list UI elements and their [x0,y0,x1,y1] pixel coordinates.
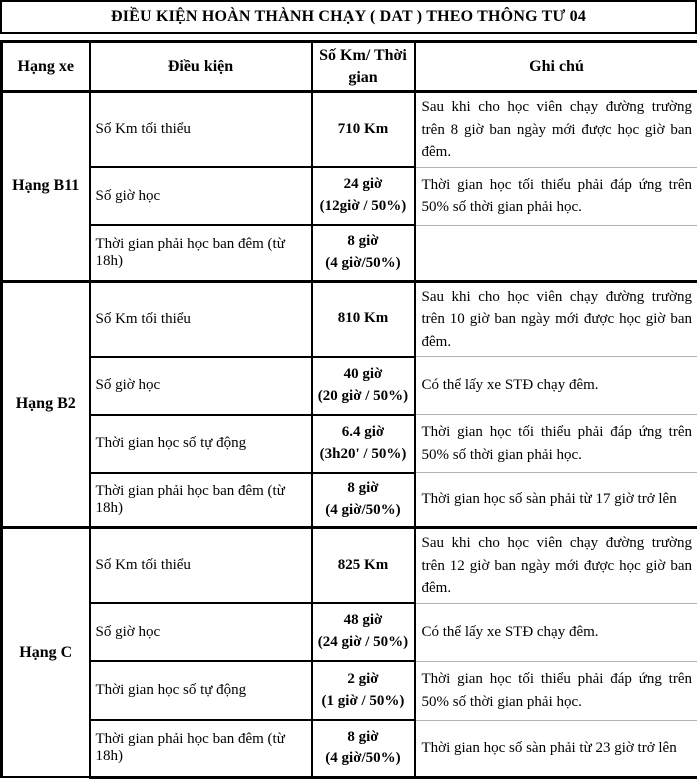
table-row [2,167,697,225]
value-main: 48 giờ [315,610,412,632]
km-time-cell [312,92,415,168]
column-header-condition: Điều kiện [90,42,312,92]
value-sub: (3h20' / 50%) [315,444,412,466]
value-sub: (12giờ / 50%) [315,196,412,218]
table-row [2,661,697,720]
note-cell: Sau khi cho học viên chạy đường trường trên 12 giờ ban ngày mới được học giờ ban đêm. [415,528,697,604]
value-sub: (1 giờ / 50%) [315,691,412,713]
condition-cell: Thời gian phải học ban đêm (từ 18h) [90,720,312,777]
vehicle-class-cell: Hạng C [2,528,90,778]
table-row [2,603,697,661]
note-cell [415,225,697,281]
km-time-cell [312,225,415,281]
page-title: ĐIỀU KIỆN HOÀN THÀNH CHẠY ( DAT ) THEO THÔNG TƯ 04 [0,0,697,34]
value-main: 8 giờ [315,478,412,500]
value-main: 710 Km [315,119,412,141]
condition-cell: Số Km tối thiểu [90,281,312,357]
table-row [2,473,697,528]
km-time-cell [312,720,415,777]
column-header-notes: Ghi chú [415,42,697,92]
condition-cell: Số giờ học [90,603,312,661]
value-main: 825 Km [315,555,412,577]
note-cell: Thời gian học tối thiểu phải đáp ứng trên 50% số thời gian phải học. [415,167,697,225]
value-main: 24 giờ [315,174,412,196]
value-sub: (4 giờ/50%) [315,748,412,770]
condition-cell: Số Km tối thiểu [90,92,312,168]
value-sub: (4 giờ/50%) [315,253,412,275]
note-cell: Sau khi cho học viên chạy đường trường trên 8 giờ ban ngày mới được học giờ ban đêm. [415,92,697,168]
value-main: 2 giờ [315,669,412,691]
value-sub: (24 giờ / 50%) [315,632,412,654]
column-header-vehicle-class: Hạng xe [2,42,90,92]
condition-cell: Thời gian phải học ban đêm (từ 18h) [90,225,312,281]
note-cell: Thời gian học tối thiểu phải đáp ứng trên 50% số thời gian phải học. [415,661,697,720]
table-row [2,415,697,473]
km-time-cell [312,661,415,720]
value-main: 810 Km [315,308,412,330]
km-time-cell [312,167,415,225]
km-time-cell [312,281,415,357]
km-time-cell [312,528,415,604]
condition-cell: Thời gian học số tự động [90,661,312,720]
note-cell: Thời gian học tối thiểu phải đáp ứng trên 50% số thời gian phải học. [415,415,697,473]
note-cell: Có thể lấy xe STĐ chạy đêm. [415,357,697,415]
condition-cell: Số giờ học [90,167,312,225]
vehicle-class-cell: Hạng B11 [2,92,90,282]
conditions-table [0,40,697,779]
condition-cell: Số giờ học [90,357,312,415]
km-time-cell [312,603,415,661]
note-cell: Thời gian học số sàn phải từ 17 giờ trở lên [415,473,697,528]
value-sub: (20 giờ / 50%) [315,386,412,408]
note-cell: Thời gian học số sàn phải từ 23 giờ trở lên [415,720,697,777]
km-time-cell [312,473,415,528]
table-row [2,92,697,168]
table-row [2,281,697,357]
table-row [2,225,697,281]
value-main: 40 giờ [315,364,412,386]
table-row [2,528,697,604]
value-main: 6.4 giờ [315,422,412,444]
table-row [2,357,697,415]
header-row [2,42,697,92]
value-sub: (4 giờ/50%) [315,500,412,522]
column-header-km-time: Số Km/ Thời gian [312,42,415,92]
condition-cell: Thời gian phải học ban đêm (từ 18h) [90,473,312,528]
value-main: 8 giờ [315,231,412,253]
vehicle-class-cell: Hạng B2 [2,281,90,528]
condition-cell: Thời gian học số tự động [90,415,312,473]
table-row [2,720,697,777]
condition-cell: Số Km tối thiểu [90,528,312,604]
km-time-cell [312,357,415,415]
note-cell: Có thể lấy xe STĐ chạy đêm. [415,603,697,661]
note-cell: Sau khi cho học viên chạy đường trường trên 10 giờ ban ngày mới được học giờ ban đêm. [415,281,697,357]
km-time-cell [312,415,415,473]
value-main: 8 giờ [315,727,412,749]
